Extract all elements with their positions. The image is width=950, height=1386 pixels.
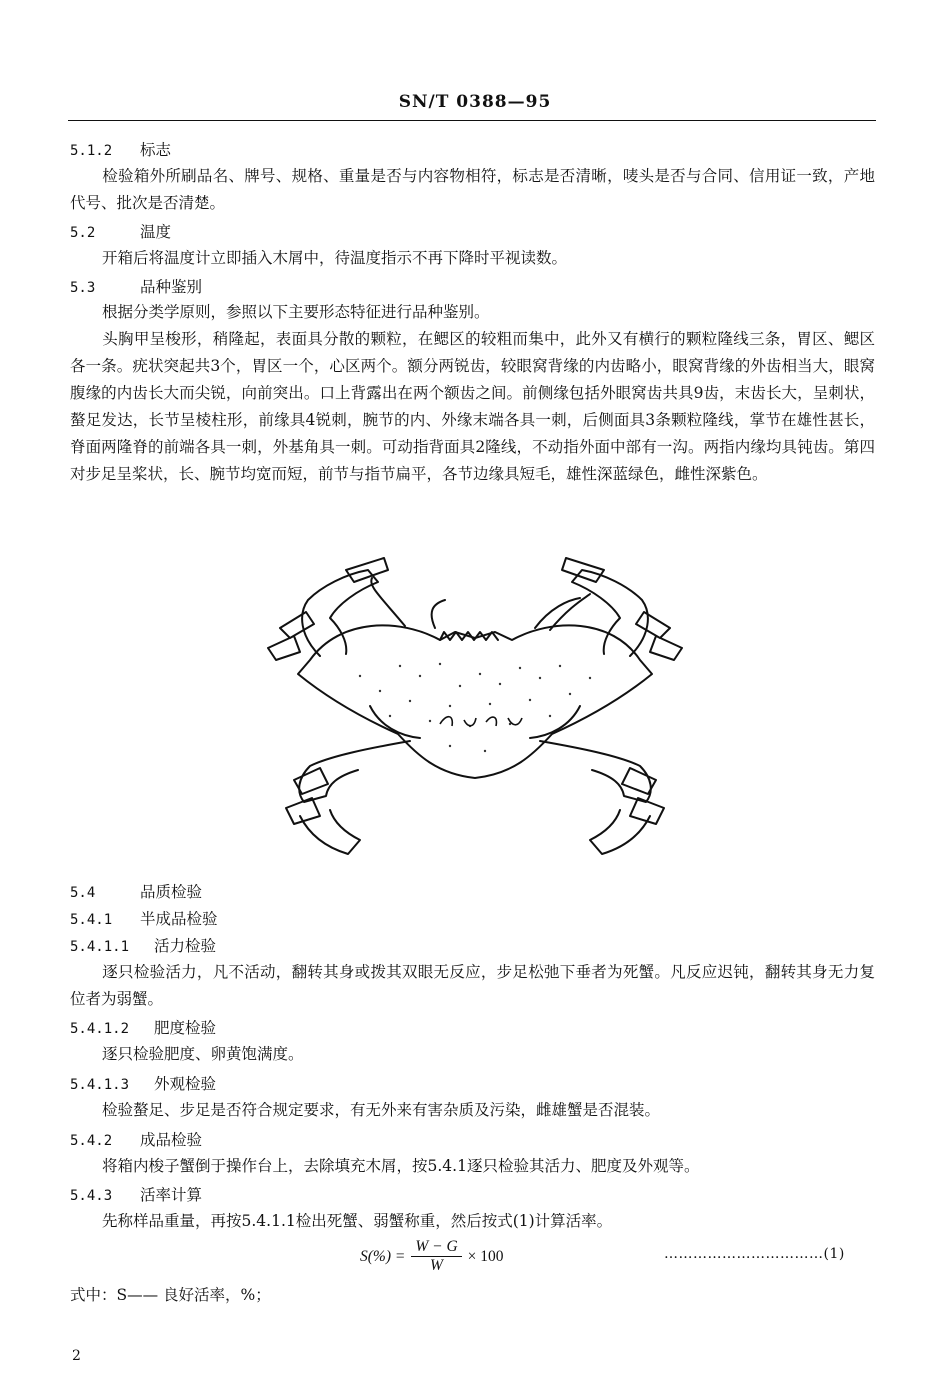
section-title: 标志 — [140, 141, 172, 159]
section-5-4-heading — [70, 880, 202, 902]
section-5-4-3-heading — [70, 1183, 202, 1205]
header-rule — [68, 120, 876, 121]
paragraph-text: 开箱后将温度计立即插入木屑中，待温度指示不再下降时平视读数。 — [102, 249, 568, 267]
paragraph-5-3-b — [70, 326, 875, 488]
section-title: 活力检验 — [154, 937, 217, 955]
paragraph-text: 根据分类学原则，参照以下主要形态特征进行品种鉴别。 — [102, 303, 490, 321]
crab-illustration — [250, 556, 700, 866]
formula-rhs: × 100 — [467, 1247, 504, 1265]
paragraph-5-2 — [70, 245, 875, 272]
paragraph-5-4-1-2 — [70, 1041, 875, 1068]
paragraph-5-3-a — [70, 299, 875, 326]
paragraph-5-4-1-3 — [70, 1097, 875, 1124]
section-title: 成品检验 — [140, 1131, 203, 1149]
section-title: 活率计算 — [140, 1186, 203, 1204]
section-5-4-1-3-heading — [70, 1072, 216, 1094]
formula-fraction — [411, 1238, 461, 1275]
survival-rate-formula — [360, 1238, 504, 1275]
page-number: 2 — [72, 1348, 81, 1364]
section-title: 品种鉴别 — [140, 278, 203, 296]
section-number: 5.4.1 — [70, 912, 113, 928]
section-title: 肥度检验 — [154, 1019, 217, 1037]
formula-lhs: S(%) = — [360, 1247, 406, 1265]
paragraph-5-4-1-1 — [70, 959, 875, 1013]
section-5-1-2-heading — [70, 138, 171, 160]
paragraph-text: 头胸甲呈梭形，稍隆起，表面具分散的颗粒，在鳃区的较粗而集中，此外又有横行的颗粒隆线三条，胃区、鳃区各一条。疣状突起共3个，胃区一个，心区两个。额分两锐齿，较眼窝背缘的内齿略小，眼窝背缘的外齿相当大，眼窝腹缘的内齿长大而尖锐，向前突出。口上背露出在两个额齿之间。前侧缘包括外眼窝齿共具9齿，末齿长大，呈刺状，螯足发达，长节呈棱柱形，前缘具4锐刺，腕节的内、外缘末端各具一刺，后侧面具3条颗粒隆线，掌节在雄性甚长，脊面两隆脊的前端各具一刺，外基角具一刺。可动指背面具2隆线，不动指外面中部有一沟。两指内缘均具钝齿。第四对步足呈桨状，长、腕节均宽而短，前节与指节扁平，各节边缘具短毛，雄性深蓝绿色，雌性深紫色。 — [70, 330, 875, 483]
section-5-2-heading — [70, 220, 171, 242]
document-code-header: SN/T 0388—95 — [398, 92, 552, 112]
paragraph-5-1-2 — [70, 163, 875, 217]
section-number: 5.3 — [70, 280, 96, 296]
section-5-4-1-heading — [70, 907, 218, 929]
section-5-4-2-heading — [70, 1128, 202, 1150]
section-5-4-1-1-heading — [70, 934, 216, 956]
paragraph-text: 逐只检验肥度、卵黄饱满度。 — [102, 1045, 304, 1063]
section-title: 半成品检验 — [140, 910, 218, 928]
section-number: 5.2 — [70, 225, 96, 241]
section-5-4-1-2-heading — [70, 1016, 216, 1038]
paragraph-text: 先称样品重量，再按5.4.1.1检出死蟹、弱蟹称重，然后按式(1)计算活率。 — [102, 1212, 613, 1230]
section-number: 5.4.3 — [70, 1188, 113, 1204]
formula-where-clause: 式中：S—— 良好活率，%； — [70, 1286, 271, 1304]
formula-denominator: W — [430, 1257, 443, 1274]
section-number: 5.4.2 — [70, 1133, 113, 1149]
paragraph-5-4-3 — [70, 1208, 875, 1235]
section-number: 5.4.1.2 — [70, 1021, 130, 1037]
paragraph-text: 逐只检验活力，凡不活动，翻转其身或拨其双眼无反应，步足松弛下垂者为死蟹。凡反应迟钝，翻转其身无力复位者为弱蟹。 — [70, 963, 875, 1008]
paragraph-text: 检验螯足、步足是否符合规定要求，有无外来有害杂质及污染，雌雄蟹是否混装。 — [102, 1101, 661, 1119]
equation-label: ……………………………(1) — [664, 1246, 845, 1262]
section-5-3-heading — [70, 275, 202, 297]
paragraph-text: 将箱内梭子蟹倒于操作台上，去除填充木屑，按5.4.1逐只检验其活力、肥度及外观等。 — [102, 1157, 700, 1175]
formula-numerator: W − G — [411, 1238, 461, 1257]
section-number: 5.4.1.1 — [70, 939, 130, 955]
section-title: 温度 — [140, 223, 172, 241]
section-number: 5.4 — [70, 885, 96, 901]
paragraph-text: 检验箱外所刷品名、牌号、规格、重量是否与内容物相符，标志是否清晰，唛头是否与合同、信用证一致，产地代号、批次是否清楚。 — [70, 167, 875, 212]
paragraph-5-4-2 — [70, 1153, 875, 1180]
section-title: 外观检验 — [154, 1075, 217, 1093]
section-number: 5.1.2 — [70, 143, 113, 159]
section-number: 5.4.1.3 — [70, 1077, 130, 1093]
section-title: 品质检验 — [140, 883, 203, 901]
